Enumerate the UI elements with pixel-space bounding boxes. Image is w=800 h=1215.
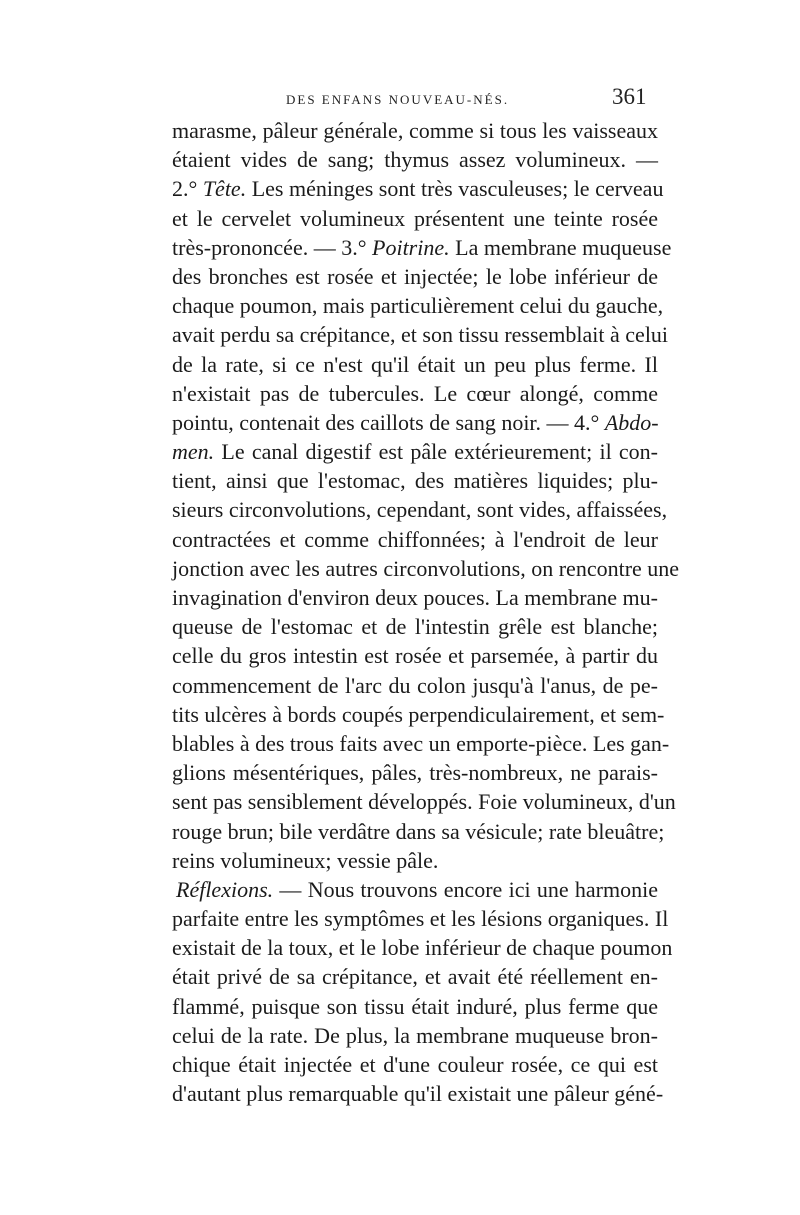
text-segment: blables à des trous faits avec un emporte-pièce. Les gan-	[172, 730, 670, 756]
text-line	[172, 1079, 664, 1108]
text-line	[172, 408, 658, 437]
italic-segment: men.	[172, 439, 215, 465]
text-segment: très-prononcée. — 3.°	[172, 234, 373, 260]
italic-segment: Réflexions.	[176, 876, 274, 902]
text-segment: était privé de sa crépitance, et avait été réellement en-	[172, 964, 658, 990]
text-line	[172, 787, 676, 816]
text-segment: glions mésentériques, pâles, très-nombreux, ne parais-	[172, 760, 658, 786]
text-segment: jonction avec les autres circonvolutions, on rencontre une	[172, 555, 680, 581]
text-line	[172, 350, 658, 379]
text-segment: contractées et comme chiffonnées; à l'endroit de leur	[172, 526, 658, 552]
text-line	[172, 495, 668, 524]
text-line	[172, 612, 658, 641]
text-segment: Le canal digestif est pâle extérieurement; il con-	[214, 439, 658, 465]
text-line	[172, 758, 658, 787]
text-line	[172, 992, 658, 1021]
text-line	[172, 846, 658, 875]
text-line	[172, 583, 658, 612]
text-line	[172, 262, 658, 291]
text-segment: des bronches est rosée et injectée; le lobe inférieur de	[172, 263, 658, 289]
text-line	[172, 174, 664, 203]
text-segment: tient, ainsi que l'estomac, des matières liquides; plu-	[172, 468, 658, 494]
text-line	[172, 962, 658, 991]
text-segment: d'autant plus remarquable qu'il existait une pâleur géné-	[172, 1081, 664, 1107]
text-segment: marasme, pâleur générale, comme si tous les vaisseaux	[172, 118, 658, 143]
text-line	[172, 904, 669, 933]
text-segment: n'existait pas de tubercules. Le cœur alongé, comme	[172, 380, 658, 406]
text-line	[172, 641, 658, 670]
text-segment: existait de la toux, et le lobe inférieur de chaque poumon	[172, 935, 673, 961]
italic-segment: Tête.	[202, 176, 247, 202]
text-segment: chique était injectée et d'une couleur rosée, ce qui est	[172, 1052, 658, 1077]
text-segment: étaient vides de sang; thymus assez volumineux. —	[172, 147, 658, 173]
text-line	[172, 379, 658, 408]
text-segment: invagination d'environ deux pouces. La membrane mu-	[172, 585, 658, 610]
text-line	[172, 204, 658, 233]
text-segment: rouge brun; bile verdâtre dans sa vésicule; rate bleuâtre;	[172, 818, 665, 844]
italic-segment: Poitrine.	[372, 234, 450, 260]
text-line	[172, 320, 669, 349]
text-line	[172, 700, 665, 729]
text-line	[172, 933, 673, 962]
text-segment: commencement de l'arc du colon jusqu'à l'anus, de pe-	[172, 672, 658, 698]
text-line	[172, 291, 664, 320]
text-segment: flammé, puisque son tissu était induré, plus ferme que	[172, 993, 658, 1019]
text-line	[172, 817, 665, 846]
text-segment: sieurs circonvolutions, cependant, sont vides, affaissées,	[172, 497, 668, 523]
text-segment: chaque poumon, mais particulièrement celui du gauche,	[172, 293, 664, 319]
text-segment: queuse de l'estomac et de l'intestin grêle est blanche;	[172, 614, 658, 640]
text-line	[172, 1021, 658, 1050]
text-segment: reins volumineux; vessie pâle.	[172, 847, 439, 873]
text-line	[172, 554, 680, 583]
text-segment: parfaite entre les symptômes et les lésions organiques. Il	[172, 906, 669, 932]
text-line	[172, 729, 670, 758]
text-segment: pointu, contenait des caillots de sang noir. — 4.°	[172, 409, 605, 435]
text-segment: de la rate, si ce n'est qu'il était un peu plus ferme. Il	[172, 351, 658, 377]
text-line	[172, 1050, 658, 1079]
text-line	[172, 525, 658, 554]
text-line	[172, 671, 658, 700]
text-segment: 2.°	[172, 176, 203, 202]
text-segment: — Nous trouvons encore ici une harmonie	[273, 876, 658, 902]
text-segment: celle du gros intestin est rosée et parsemée, à partir du	[172, 643, 658, 669]
italic-segment: Abdo-	[604, 409, 659, 435]
text-line	[172, 875, 658, 904]
text-line	[172, 145, 658, 174]
text-line	[172, 466, 658, 495]
text-segment: sent pas sensiblement développés. Foie volumineux, d'un	[172, 789, 676, 815]
text-segment: tits ulcères à bords coupés perpendiculairement, et sem-	[172, 701, 665, 727]
body-text	[172, 116, 680, 1108]
page-number: 361	[612, 84, 647, 109]
text-segment: et le cervelet volumineux présentent une teinte rosée	[172, 205, 658, 231]
text-segment: La membrane muqueuse	[449, 234, 672, 260]
text-segment: celui de la rate. De plus, la membrane muqueuse bron-	[172, 1022, 658, 1048]
text-line	[172, 233, 672, 262]
running-title: DES ENFANS NOUVEAU-NÉS.	[286, 92, 510, 107]
text-line	[172, 437, 658, 466]
text-segment: avait perdu sa crépitance, et son tissu ressemblait à celui	[172, 322, 669, 348]
text-line	[172, 116, 658, 145]
text-segment: Les méninges sont très vasculeuses; le cerveau	[246, 176, 664, 202]
